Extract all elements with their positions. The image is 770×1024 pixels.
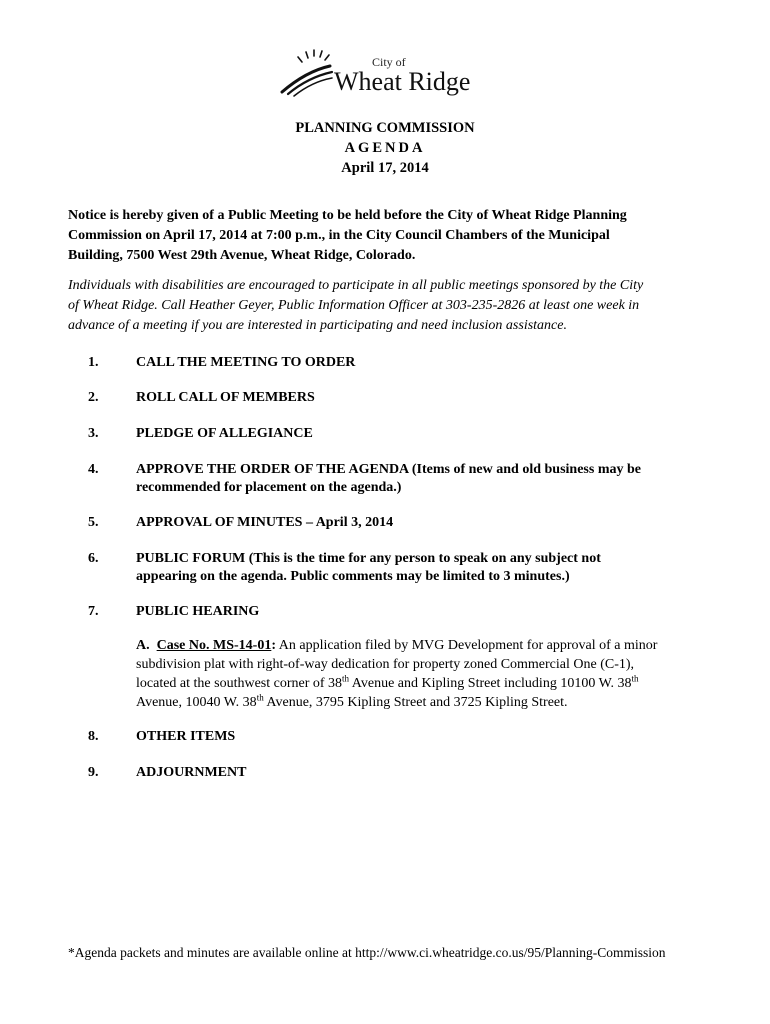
case-line-4-b: Avenue, 3795 Kipling Street and 3725 Kipling Street. — [263, 695, 568, 710]
notice-line: Building, 7500 West 29th Avenue, Wheat Ridge, Colorado. — [68, 248, 416, 263]
page-title: PLANNING COMMISSION — [295, 120, 475, 136]
footer-note: *Agenda packets and minutes are available online at http://www.ci.wheatridge.co.us/95/Planning-Commission — [68, 945, 666, 960]
case-line-2: subdivision plat with right-of-way dedication for property zoned Commercial One (C-1), — [136, 657, 635, 672]
logo-city-of: City of — [372, 55, 406, 69]
item-number: 5. — [88, 515, 99, 530]
item-number: 6. — [88, 551, 99, 566]
case-line-3 — [136, 674, 716, 693]
case-line-3-b: Avenue and Kipling Street including 10100 W. 38 — [349, 676, 632, 691]
item-text: APPROVAL OF MINUTES – April 3, 2014 — [136, 515, 394, 530]
item-number: 9. — [88, 765, 99, 780]
accessibility-note — [68, 276, 708, 336]
ordinal-suffix: th — [342, 673, 350, 684]
case-number: Case No. MS-14-01 — [156, 638, 272, 653]
ordinal-suffix: th — [256, 692, 264, 703]
ordinal-suffix: th — [631, 673, 639, 684]
case-line-3-a: located at the southwest corner of 38 — [136, 676, 343, 691]
accessibility-line: of Wheat Ridge. Call Heather Geyer, Public Information Officer at 303-235-2826 at least one week in — [68, 298, 640, 313]
item-text: ROLL CALL OF MEMBERS — [136, 390, 315, 405]
item-text: recommended for placement on the agenda.) — [136, 480, 402, 495]
item-number: 2. — [88, 390, 99, 405]
agenda-heading: AGENDA — [344, 140, 426, 156]
wheat-logo-icon — [276, 44, 506, 100]
item-text: PLEDGE OF ALLEGIANCE — [136, 426, 313, 441]
logo-name: Wheat Ridge — [334, 67, 471, 96]
item-number: 7. — [88, 604, 99, 619]
item-number: 8. — [88, 729, 99, 744]
item-number: 3. — [88, 426, 99, 441]
item-text: ADJOURNMENT — [136, 765, 247, 780]
city-logo — [276, 44, 506, 100]
meeting-notice — [68, 206, 708, 266]
item-text: PUBLIC HEARING — [136, 604, 260, 619]
case-line-1-rest: An application filed by MVG Development for approval of a minor — [276, 638, 658, 653]
accessibility-line: advance of a meeting if you are interested in participating and need inclusion assistance. — [68, 318, 567, 333]
case-line-4-a: Avenue, 10040 W. 38 — [136, 695, 257, 710]
case-line-4 — [136, 693, 716, 712]
item-text: APPROVE THE ORDER OF THE AGENDA (Items of new and old business may be — [136, 462, 641, 477]
case-line-1 — [136, 636, 716, 655]
notice-line: Commission on April 17, 2014 at 7:00 p.m., in the City Council Chambers of the Municipal — [68, 228, 610, 243]
notice-line: Notice is hereby given of a Public Meeting to be held before the City of Wheat Ridge Planning — [68, 208, 627, 223]
item-text: CALL THE MEETING TO ORDER — [136, 355, 356, 370]
case-letter: A. — [136, 638, 150, 653]
case-description — [136, 636, 716, 712]
item-text: OTHER ITEMS — [136, 729, 236, 744]
item-number: 1. — [88, 355, 99, 370]
item-text: PUBLIC FORUM (This is the time for any person to speak on any subject not — [136, 551, 601, 566]
case-colon: : — [271, 638, 277, 653]
agenda-header — [0, 118, 770, 178]
item-number: 4. — [88, 462, 99, 477]
accessibility-line: Individuals with disabilities are encouraged to participate in all public meetings sponsored by the City — [68, 278, 644, 293]
item-text: appearing on the agenda. Public comments may be limited to 3 minutes.) — [136, 569, 570, 584]
meeting-date: April 17, 2014 — [341, 160, 429, 176]
